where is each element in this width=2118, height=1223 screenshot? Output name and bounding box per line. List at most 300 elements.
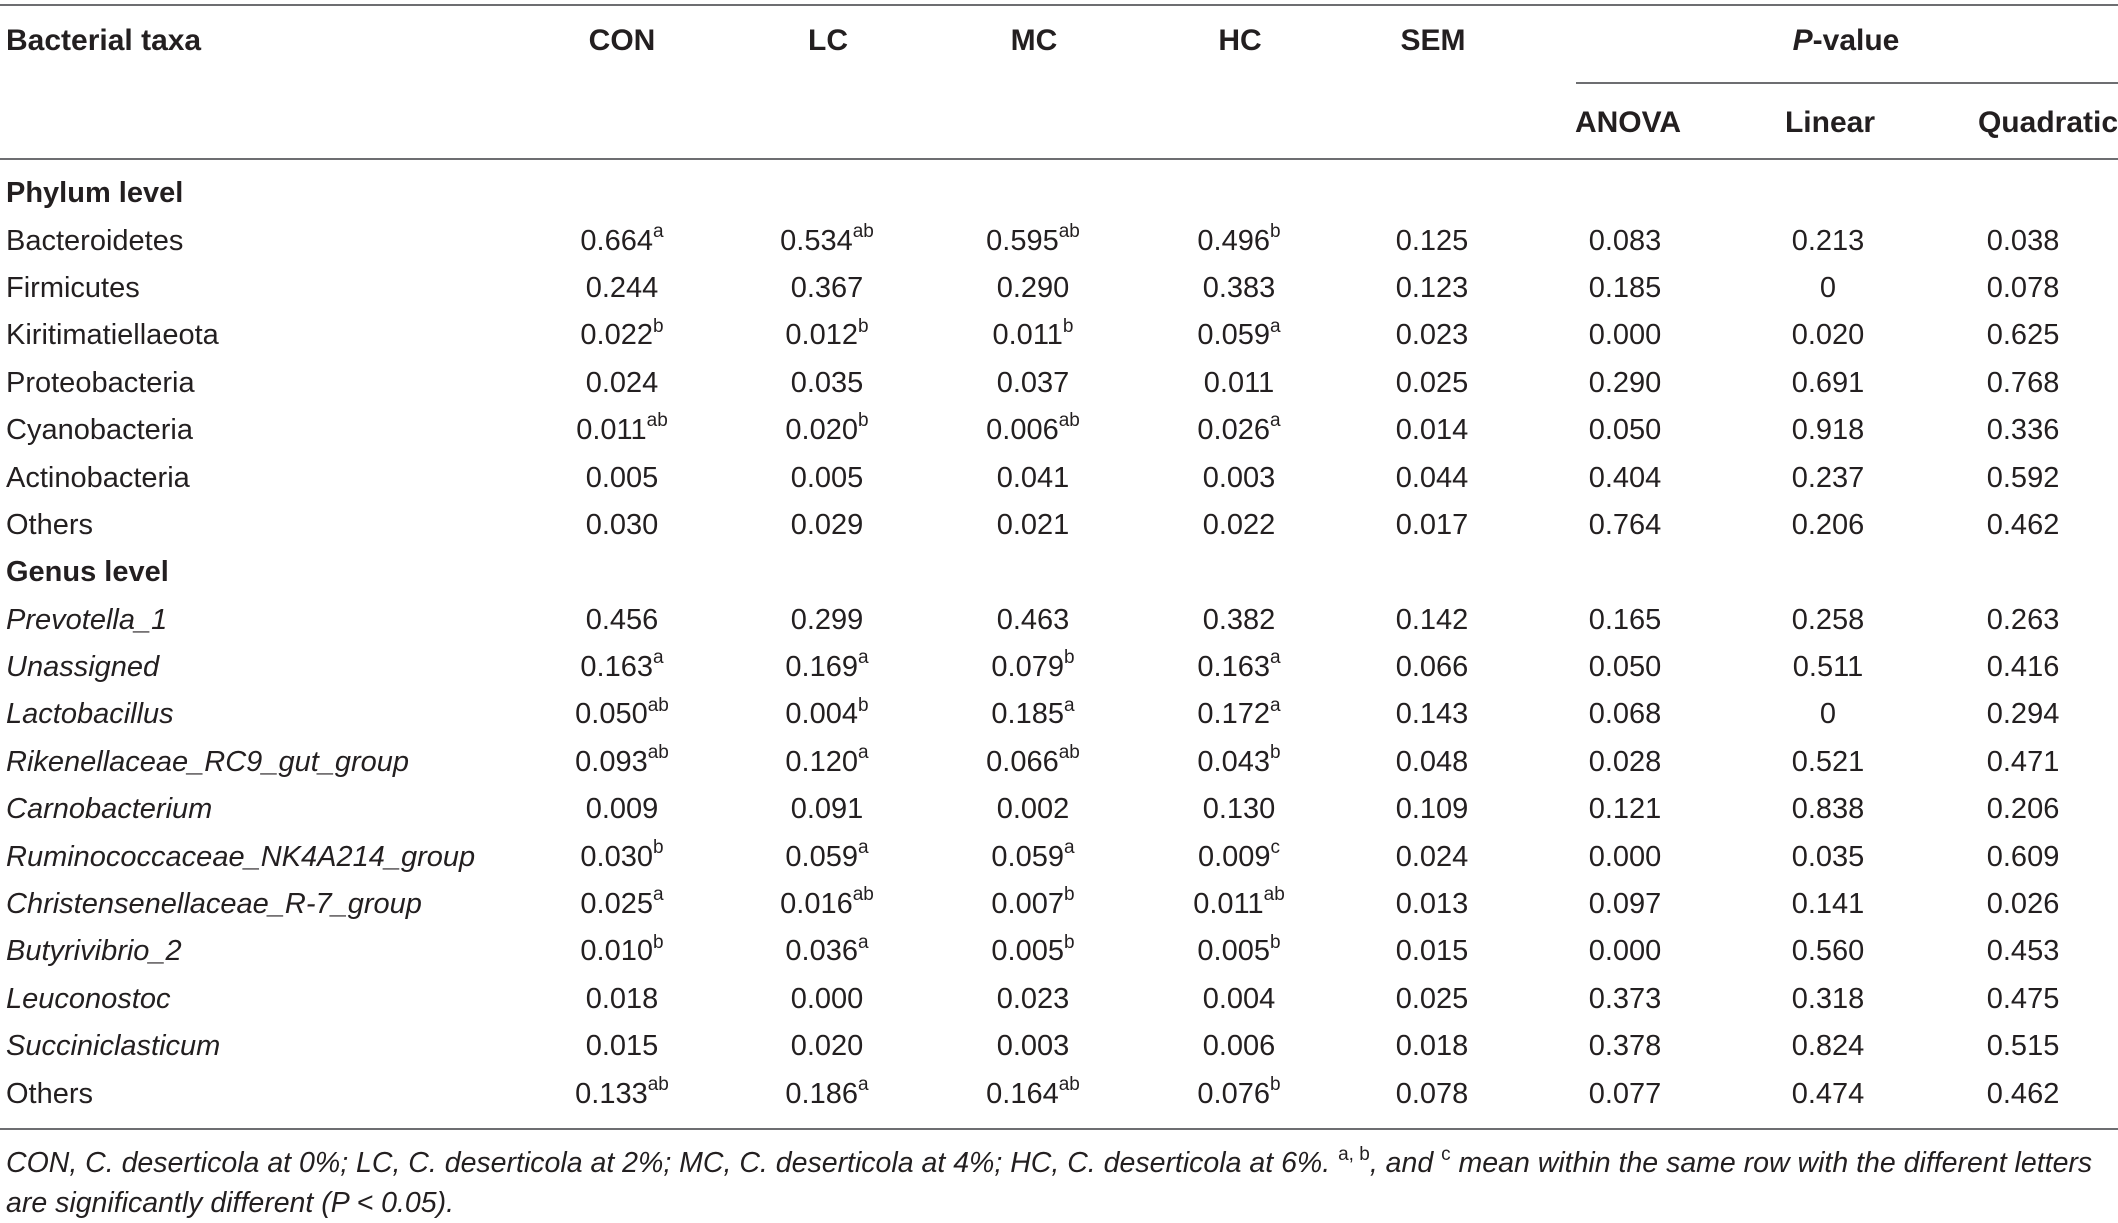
cell-value: 0.050 — [1588, 651, 1662, 684]
table-cell — [1728, 691, 1928, 738]
cell-value: 0.592 — [1986, 461, 2060, 494]
table-cell — [520, 265, 724, 312]
header-rule — [0, 158, 2118, 160]
table-cell — [1342, 360, 1522, 407]
table-cell — [930, 976, 1136, 1023]
cell-value: 0.050 — [575, 698, 648, 731]
significance-letter: b — [1270, 742, 1281, 764]
table-cell — [520, 360, 724, 407]
cell-value: 0.000 — [1588, 935, 1662, 968]
significance-letter: a — [1270, 410, 1281, 432]
table-cell — [1136, 786, 1342, 833]
cell-value: 0.037 — [996, 366, 1070, 399]
table-cell — [520, 881, 724, 928]
table-cell — [930, 786, 1136, 833]
significance-letter: b — [653, 931, 664, 953]
section-row — [0, 549, 2118, 596]
table-cell — [724, 833, 930, 880]
table-cell — [520, 217, 724, 264]
cell-value: 0.185 — [991, 698, 1064, 731]
table-row — [0, 644, 2118, 691]
significance-letter: ab — [852, 884, 874, 906]
section-title: Genus level — [6, 556, 169, 589]
table-cell — [1928, 833, 2118, 880]
table-cell — [1522, 928, 1728, 975]
significance-letter: a — [858, 742, 869, 764]
cell-value: 0.016 — [780, 888, 853, 921]
cell-value: 0.017 — [1395, 508, 1469, 541]
significance-letter: a — [858, 931, 869, 953]
table-cell — [1136, 217, 1342, 264]
table-cell — [1136, 312, 1342, 359]
cell-value: 0.918 — [1791, 414, 1865, 447]
table-cell — [1342, 502, 1522, 549]
table-cell — [1522, 265, 1728, 312]
cell-value: 0.290 — [1588, 366, 1662, 399]
table-cell — [1522, 691, 1728, 738]
table-cell — [1928, 786, 2118, 833]
cell-value: 0.066 — [986, 745, 1059, 778]
cell-value: 0.044 — [1395, 461, 1469, 494]
table-cell — [1342, 597, 1522, 644]
table-cell — [1136, 833, 1342, 880]
cell-value: 0.011 — [1203, 366, 1275, 399]
table-cell — [1522, 833, 1728, 880]
table-cell — [1928, 928, 2118, 975]
table-cell — [1136, 739, 1342, 786]
significance-letter: b — [858, 694, 869, 716]
table-top-rule — [0, 4, 2118, 6]
significance-letter: ab — [1058, 220, 1080, 242]
cell-value: 0.015 — [585, 1030, 659, 1063]
cell-value: 0.456 — [585, 603, 659, 636]
taxon-name: Prevotella_1 — [6, 603, 168, 636]
table-cell — [724, 739, 930, 786]
table-cell — [1728, 1070, 1928, 1117]
cell-value: 0.000 — [1588, 840, 1662, 873]
table-row — [0, 454, 2118, 501]
taxon-name: Actinobacteria — [6, 461, 190, 494]
cell-value: 0.143 — [1395, 698, 1469, 731]
table-cell — [1136, 691, 1342, 738]
significance-letter: ab — [1263, 884, 1285, 906]
cell-value: 0.165 — [1588, 603, 1662, 636]
significance-letter: a — [653, 647, 664, 669]
significance-letter: a — [1270, 315, 1281, 337]
table-cell — [1342, 265, 1522, 312]
significance-letter: ab — [1058, 742, 1080, 764]
significance-letter: ab — [646, 410, 668, 432]
table-cell — [1928, 217, 2118, 264]
cell-value: 0.244 — [585, 271, 659, 304]
cell-value: 0.130 — [1202, 793, 1276, 826]
cell-value: 0.838 — [1791, 793, 1865, 826]
cell-value: 0.003 — [996, 1030, 1070, 1063]
cell-value: 0.043 — [1197, 745, 1270, 778]
cell-value: 0.078 — [1986, 271, 2060, 304]
p-value-rule — [1576, 82, 2118, 84]
cell-value: 0.023 — [996, 982, 1070, 1015]
table-cell — [1928, 1070, 2118, 1117]
header-bacterial-taxa: Bacterial taxa — [6, 24, 202, 57]
cell-value: 0.025 — [1395, 982, 1469, 1015]
cell-value: 0.030 — [585, 508, 659, 541]
header-anova: ANOVA — [1574, 106, 1682, 139]
cell-value: 0.020 — [790, 1030, 864, 1063]
table-row — [0, 691, 2118, 738]
header-p-value: P-value — [1792, 24, 1900, 57]
table-cell — [1728, 265, 1928, 312]
table-cell — [520, 1070, 724, 1117]
cell-value: 0.169 — [785, 651, 858, 684]
cell-value: 0.002 — [996, 793, 1070, 826]
significance-letter: b — [653, 315, 664, 337]
table-cell — [724, 454, 930, 501]
cell-value: 0.097 — [1588, 888, 1662, 921]
table-cell — [520, 312, 724, 359]
table-row — [0, 312, 2118, 359]
table-cell — [1728, 833, 1928, 880]
cell-value: 0.768 — [1986, 366, 2060, 399]
table-cell — [930, 1070, 1136, 1117]
table-row — [0, 1023, 2118, 1070]
cell-value: 0.011 — [1193, 888, 1264, 921]
table-cell — [1342, 881, 1522, 928]
cell-value: 0.021 — [996, 508, 1070, 541]
significance-letter: b — [653, 837, 664, 858]
table-cell — [1928, 312, 2118, 359]
significance-letter: ab — [647, 694, 669, 716]
cell-value: 0.471 — [1986, 745, 2060, 778]
cell-value: 0.213 — [1791, 224, 1865, 257]
cell-value: 0.511 — [1792, 651, 1864, 684]
table-cell — [520, 1023, 724, 1070]
cell-value: 0.028 — [1588, 745, 1662, 778]
table-bottom-rule — [0, 1128, 2118, 1130]
cell-value: 0.404 — [1588, 461, 1662, 494]
cell-value: 0.006 — [986, 414, 1059, 447]
table-cell — [930, 407, 1136, 454]
table-cell — [724, 976, 930, 1023]
significance-letter: c — [1270, 837, 1281, 858]
taxon-name: Bacteroidetes — [6, 224, 184, 257]
cell-value: 0.078 — [1395, 1077, 1469, 1110]
cell-value: 0.383 — [1202, 271, 1276, 304]
table-cell — [724, 1070, 930, 1117]
table-cell — [1928, 597, 2118, 644]
significance-letter: b — [1270, 1073, 1281, 1095]
table-cell — [724, 786, 930, 833]
significance-letter: b — [1064, 884, 1075, 906]
cell-value: 0.824 — [1791, 1030, 1865, 1063]
table-cell — [1342, 1023, 1522, 1070]
cell-value: 0 — [1819, 271, 1837, 304]
cell-value: 0.373 — [1588, 982, 1662, 1015]
table-cell — [520, 976, 724, 1023]
taxon-name: Carnobacterium — [6, 793, 213, 826]
table-cell — [1342, 976, 1522, 1023]
table-cell — [930, 312, 1136, 359]
cell-value: 0.560 — [1791, 935, 1865, 968]
header-linear: Linear — [1784, 106, 1876, 139]
cell-value: 0.299 — [790, 603, 864, 636]
table-cell — [724, 360, 930, 407]
table-cell — [930, 644, 1136, 691]
table-row — [0, 786, 2118, 833]
cell-value: 0.453 — [1986, 935, 2060, 968]
table-cell — [1522, 881, 1728, 928]
cell-value: 0.318 — [1791, 982, 1865, 1015]
cell-value: 0.050 — [1588, 414, 1662, 447]
taxon-name: Butyrivibrio_2 — [6, 935, 182, 968]
cell-value: 0.764 — [1588, 508, 1662, 541]
table-cell — [1728, 312, 1928, 359]
table-cell — [1928, 691, 2118, 738]
table-cell — [520, 644, 724, 691]
table-cell — [930, 739, 1136, 786]
cell-value: 0.378 — [1588, 1030, 1662, 1063]
table-cell — [1728, 597, 1928, 644]
taxon-name: Ruminococcaceae_NK4A214_group — [6, 840, 476, 873]
cell-value: 0.691 — [1791, 366, 1865, 399]
table-cell — [1522, 976, 1728, 1023]
table-cell — [1728, 407, 1928, 454]
cell-value: 0.038 — [1986, 224, 2060, 257]
table-cell — [724, 407, 930, 454]
taxon-name: Unassigned — [6, 651, 160, 684]
taxon-name: Proteobacteria — [6, 366, 195, 399]
cell-value: 0.010 — [580, 935, 653, 968]
table-cell — [1928, 644, 2118, 691]
cell-value: 0.041 — [996, 461, 1070, 494]
cell-value: 0.059 — [785, 840, 858, 873]
table-cell — [1342, 739, 1522, 786]
table-cell — [1136, 1023, 1342, 1070]
table-row — [0, 976, 2118, 1023]
significance-letter: ab — [1058, 1073, 1080, 1095]
taxon-name: Others — [6, 1077, 94, 1110]
taxon-name: Lactobacillus — [6, 698, 174, 731]
significance-letter: b — [1270, 220, 1281, 242]
header-mc: MC — [1010, 24, 1058, 57]
cell-value: 0.009 — [585, 793, 659, 826]
cell-value: 0.416 — [1986, 651, 2060, 684]
cell-value: 0.133 — [575, 1077, 648, 1110]
table-cell — [520, 833, 724, 880]
significance-letter: b — [1064, 647, 1075, 669]
table-cell — [1728, 360, 1928, 407]
table-cell — [1928, 265, 2118, 312]
table-row — [0, 833, 2118, 880]
table-cell — [930, 881, 1136, 928]
table-cell — [1728, 644, 1928, 691]
cell-value: 0.014 — [1395, 414, 1469, 447]
cell-value: 0.206 — [1791, 508, 1865, 541]
cell-value: 0.009 — [1197, 840, 1271, 873]
table-cell — [1342, 691, 1522, 738]
cell-value: 0.515 — [1986, 1030, 2060, 1063]
table-cell — [930, 360, 1136, 407]
table-cell — [520, 407, 724, 454]
taxon-name: Succiniclasticum — [6, 1030, 221, 1063]
cell-value: 0.521 — [1791, 745, 1865, 778]
table-cell — [724, 881, 930, 928]
table-cell — [1928, 360, 2118, 407]
table-cell — [1522, 360, 1728, 407]
table-row — [0, 597, 2118, 644]
cell-value: 0.006 — [1202, 1030, 1276, 1063]
taxon-name: Cyanobacteria — [6, 414, 193, 447]
table-cell — [930, 1023, 1136, 1070]
cell-value: 0.059 — [1197, 319, 1270, 352]
cell-value: 0.077 — [1588, 1077, 1662, 1110]
cell-value: 0.004 — [785, 698, 858, 731]
significance-letter: ab — [647, 1073, 669, 1095]
section-row — [0, 170, 2118, 217]
cell-value: 0.000 — [790, 982, 864, 1015]
cell-value: 0.142 — [1395, 603, 1469, 636]
table-cell — [1522, 454, 1728, 501]
table-cell — [1136, 502, 1342, 549]
table-row — [0, 217, 2118, 264]
cell-value: 0.026 — [1986, 888, 2060, 921]
cell-value: 0.367 — [790, 271, 864, 304]
cell-value: 0.474 — [1791, 1077, 1865, 1110]
cell-value: 0.005 — [790, 461, 864, 494]
table-cell — [1522, 1070, 1728, 1117]
cell-value: 0.290 — [996, 271, 1070, 304]
cell-value: 0.026 — [1197, 414, 1270, 447]
cell-value: 0.079 — [991, 651, 1064, 684]
table-cell — [1342, 786, 1522, 833]
cell-value: 0.123 — [1395, 271, 1469, 304]
taxon-name: Others — [6, 508, 94, 541]
cell-value: 0.035 — [1791, 840, 1865, 873]
cell-value: 0.382 — [1202, 603, 1276, 636]
cell-value: 0.005 — [991, 935, 1064, 968]
significance-letter: a — [858, 647, 869, 669]
table-cell — [520, 739, 724, 786]
significance-letter: a — [653, 884, 664, 906]
table-cell — [1728, 881, 1928, 928]
cell-value: 0.294 — [1986, 698, 2060, 731]
taxon-name: Firmicutes — [6, 271, 140, 304]
table-cell — [520, 502, 724, 549]
cell-value: 0.141 — [1791, 888, 1865, 921]
table-cell — [1728, 739, 1928, 786]
header-lc: LC — [808, 24, 848, 57]
table-cell — [930, 928, 1136, 975]
cell-value: 0.595 — [986, 224, 1059, 257]
significance-letter: a — [1064, 694, 1075, 716]
cell-value: 0.121 — [1588, 793, 1662, 826]
table-cell — [1928, 881, 2118, 928]
table-cell — [1342, 217, 1522, 264]
table-cell — [1136, 928, 1342, 975]
table-cell — [724, 928, 930, 975]
table-cell — [1522, 786, 1728, 833]
taxon-name: Rikenellaceae_RC9_gut_group — [6, 745, 410, 778]
data-table — [0, 170, 2118, 1118]
taxon-name: Christensenellaceae_R-7_group — [6, 888, 422, 921]
cell-value: 0.163 — [1197, 651, 1270, 684]
table-cell — [930, 597, 1136, 644]
table-cell — [1342, 407, 1522, 454]
table-cell — [1522, 217, 1728, 264]
table-cell — [1728, 454, 1928, 501]
cell-value: 0 — [1819, 698, 1837, 731]
cell-value: 0.109 — [1395, 793, 1469, 826]
cell-value: 0.011 — [992, 319, 1063, 352]
table-row — [0, 739, 2118, 786]
table-cell — [724, 691, 930, 738]
cell-value: 0.258 — [1791, 603, 1865, 636]
table-cell — [930, 454, 1136, 501]
cell-value: 0.005 — [585, 461, 659, 494]
table-cell — [930, 217, 1136, 264]
header-quadratic: Quadratic — [1977, 106, 2118, 139]
cell-value: 0.000 — [1588, 319, 1662, 352]
table-cell — [520, 691, 724, 738]
taxon-name: Leuconostoc — [6, 982, 171, 1015]
table-cell — [1342, 644, 1522, 691]
table-footnote: CON, C. deserticola at 0%; LC, C. deserticola at 2%; MC, C. deserticola at 4%; HC, C. deserticola at 6%. $^{a, b}$, and $^c$ mean within the same row with the different letters are significantly different (P < 0.05). — [6, 1143, 2093, 1219]
cell-value: 0.003 — [1202, 461, 1276, 494]
table-cell — [724, 502, 930, 549]
cell-value: 0.163 — [580, 651, 653, 684]
table-cell — [1728, 976, 1928, 1023]
header-hc: HC — [1218, 24, 1262, 57]
significance-letter: b — [1270, 931, 1281, 953]
significance-letter: a — [1064, 837, 1075, 858]
table-cell — [930, 265, 1136, 312]
header-con: CON — [588, 24, 656, 57]
significance-letter: a — [1270, 694, 1281, 716]
taxon-name: Kiritimatiellaeota — [6, 319, 219, 352]
cell-value: 0.076 — [1197, 1077, 1270, 1110]
significance-letter: b — [1062, 315, 1074, 337]
significance-letter: a — [653, 220, 664, 242]
table-cell — [1522, 1023, 1728, 1070]
cell-value: 0.083 — [1588, 224, 1662, 257]
cell-value: 0.609 — [1986, 840, 2060, 873]
significance-letter: ab — [852, 220, 874, 242]
cell-value: 0.022 — [1202, 508, 1276, 541]
cell-value: 0.125 — [1395, 224, 1469, 257]
table-cell — [724, 312, 930, 359]
table-cell — [1342, 833, 1522, 880]
header-sem: SEM — [1400, 24, 1466, 57]
table-cell — [1728, 786, 1928, 833]
cell-value: 0.625 — [1986, 319, 2060, 352]
cell-value: 0.068 — [1588, 698, 1662, 731]
table-cell — [1342, 312, 1522, 359]
table-cell — [1342, 454, 1522, 501]
table-cell — [1136, 976, 1342, 1023]
table-cell — [1928, 454, 2118, 501]
table-cell — [1928, 502, 2118, 549]
significance-letter: a — [858, 1073, 869, 1095]
table-cell — [930, 691, 1136, 738]
cell-value: 0.020 — [785, 414, 858, 447]
cell-value: 0.186 — [785, 1077, 858, 1110]
cell-value: 0.463 — [996, 603, 1070, 636]
cell-value: 0.005 — [1197, 935, 1270, 968]
cell-value: 0.093 — [575, 745, 648, 778]
cell-value: 0.024 — [1395, 840, 1469, 873]
table-cell — [1728, 502, 1928, 549]
significance-letter: a — [858, 837, 869, 858]
